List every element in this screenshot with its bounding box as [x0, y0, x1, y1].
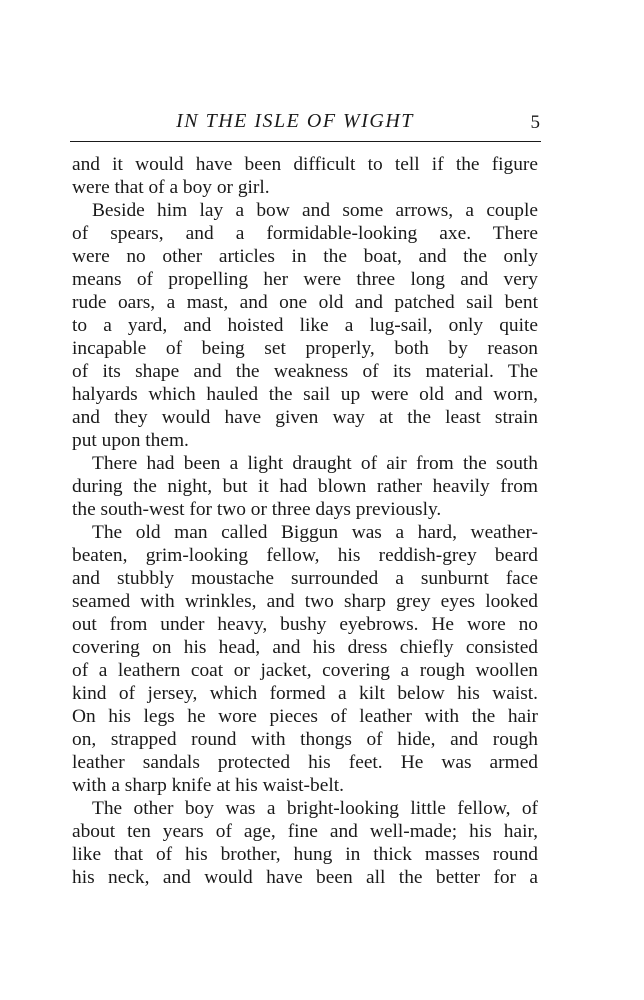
- text-line: On his legs he wore pieces of leather with the hair: [72, 706, 538, 727]
- text-line: The other boy was a bright-looking little fellow, of: [92, 798, 538, 819]
- text-line: and they would have given way at the least strain: [72, 407, 538, 428]
- text-line: the south-west for two or three days previously.: [72, 499, 442, 520]
- text-line: on, strapped round with thongs of hide, and rough: [72, 729, 538, 750]
- text-line: beaten, grim-looking fellow, his reddish-grey beard: [72, 545, 538, 566]
- running-title: IN THE ISLE OF WIGHT: [176, 110, 414, 132]
- text-line: and stubbly moustache surrounded a sunburnt face: [72, 568, 538, 589]
- text-line: Beside him lay a bow and some arrows, a couple: [92, 200, 538, 221]
- paragraph: [72, 153, 538, 199]
- text-line: to a yard, and hoisted like a lug-sail, only quite: [72, 315, 538, 336]
- body-text: [72, 153, 538, 889]
- text-line: The old man called Biggun was a hard, weather-: [92, 522, 538, 543]
- text-line: and it would have been difficult to tell if the figure: [72, 154, 538, 175]
- text-line: about ten years of age, fine and well-made; his hair,: [72, 821, 538, 842]
- running-head: [70, 110, 540, 140]
- text-line: rude oars, a mast, and one old and patched sail bent: [72, 292, 538, 313]
- paragraph: [72, 452, 538, 521]
- page-number: 5: [530, 112, 540, 133]
- text-line: incapable of being set properly, both by reason: [72, 338, 538, 359]
- text-line: leather sandals protected his feet. He was armed: [72, 752, 538, 773]
- text-line: out from under heavy, bushy eyebrows. He wore no: [72, 614, 538, 635]
- paragraph: [72, 797, 538, 889]
- paragraph: [72, 521, 538, 797]
- text-line: means of propelling her were three long and very: [72, 269, 538, 290]
- text-line: like that of his brother, hung in thick masses round: [72, 844, 538, 865]
- text-line: There had been a light draught of air from the south: [92, 453, 538, 474]
- text-line: kind of jersey, which formed a kilt below his waist.: [72, 683, 538, 704]
- paragraph: [72, 199, 538, 452]
- text-line: during the night, but it had blown rather heavily from: [72, 476, 538, 497]
- text-line: put upon them.: [72, 430, 189, 451]
- text-line: of its shape and the weakness of its material. The: [72, 361, 538, 382]
- text-line: covering on his head, and his dress chiefly consisted: [72, 637, 538, 658]
- text-line: of a leathern coat or jacket, covering a rough woollen: [72, 660, 538, 681]
- text-line: seamed with wrinkles, and two sharp grey eyes looked: [72, 591, 538, 612]
- text-line: were no other articles in the boat, and the only: [72, 246, 538, 267]
- header-rule: [70, 141, 541, 142]
- text-line: halyards which hauled the sail up were old and worn,: [72, 384, 538, 405]
- text-line: of spears, and a formidable-looking axe. There: [72, 223, 538, 244]
- text-line: his neck, and would have been all the better for a: [72, 867, 538, 888]
- text-line: with a sharp knife at his waist-belt.: [72, 775, 344, 796]
- text-line: were that of a boy or girl.: [72, 177, 270, 198]
